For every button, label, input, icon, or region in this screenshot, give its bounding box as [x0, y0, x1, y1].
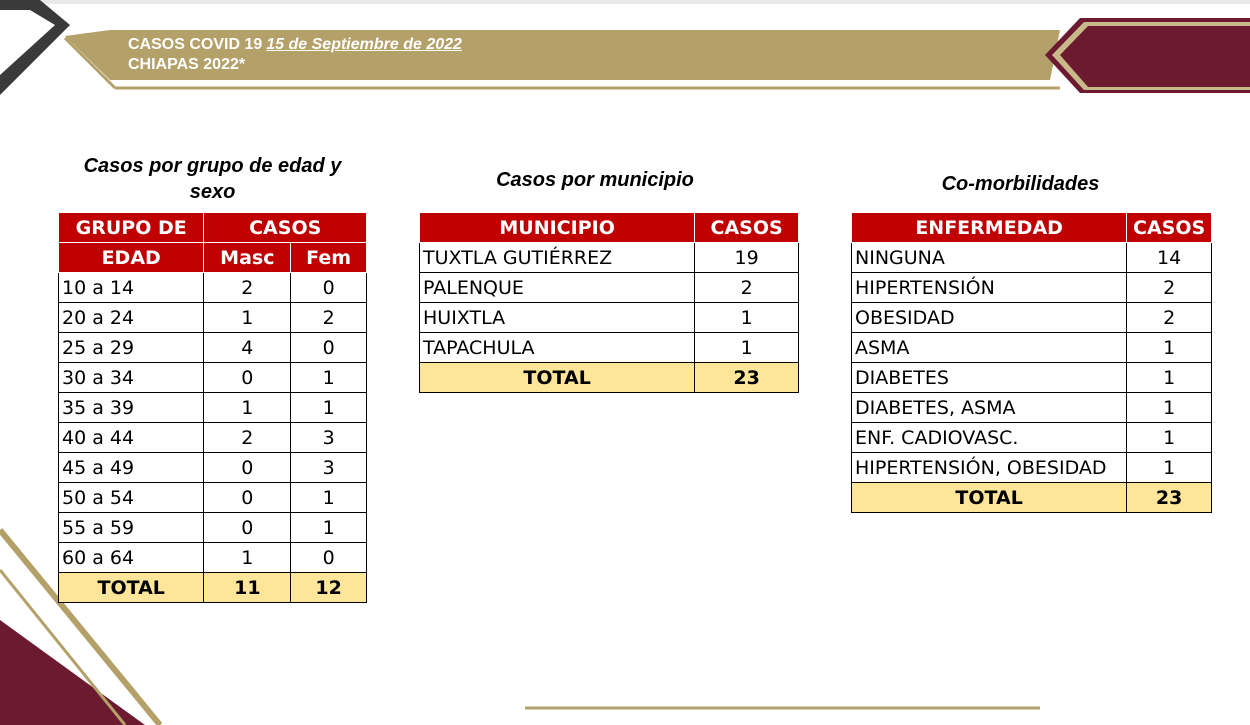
table-row [59, 333, 367, 363]
masc-count: 1 [204, 303, 291, 333]
table-row [420, 303, 799, 333]
municipio-name: HUIXTLA [420, 303, 695, 333]
total-fem: 12 [291, 573, 367, 603]
table-row [59, 303, 367, 333]
age-table-title: Casos por grupo de edad y sexo [83, 155, 342, 203]
comorb-table [851, 212, 1212, 513]
municipio-name: PALENQUE [420, 273, 695, 303]
masc-count: 1 [204, 393, 291, 423]
masc-count: 0 [204, 363, 291, 393]
total-cases: 23 [1127, 483, 1212, 513]
total-row [420, 363, 799, 393]
disease-cases: 2 [1127, 273, 1212, 303]
table-row [852, 453, 1212, 483]
table-row [59, 513, 367, 543]
table-row [852, 363, 1212, 393]
table-row [852, 393, 1212, 423]
disease-name: OBESIDAD [852, 303, 1127, 333]
table-row [852, 333, 1212, 363]
comorb-table-title: Co-morbilidades [941, 173, 1100, 195]
table-row [59, 273, 367, 303]
table-row [852, 423, 1212, 453]
total-label: TOTAL [420, 363, 695, 393]
table-row [59, 363, 367, 393]
total-row [59, 573, 367, 603]
col-enfermedad: ENFERMEDAD [852, 213, 1127, 243]
disease-name: DIABETES [852, 363, 1127, 393]
disease-cases: 1 [1127, 393, 1212, 423]
fem-count: 1 [291, 393, 367, 423]
table-row [59, 543, 367, 573]
disease-cases: 1 [1127, 453, 1212, 483]
disease-cases: 2 [1127, 303, 1212, 333]
table-row [852, 273, 1212, 303]
header-line1: CASOS COVID 19 [128, 36, 263, 53]
table-row [420, 243, 799, 273]
disease-name: HIPERTENSIÓN, OBESIDAD [852, 453, 1127, 483]
table-row [59, 423, 367, 453]
fem-count: 1 [291, 363, 367, 393]
col-casos: CASOS [695, 213, 799, 243]
age-group: 50 a 54 [59, 483, 204, 513]
masc-count: 1 [204, 543, 291, 573]
disease-name: ENF. CADIOVASC. [852, 423, 1127, 453]
municipio-name: TUXTLA GUTIÉRREZ [420, 243, 695, 273]
col-group-1: GRUPO DE [59, 213, 204, 243]
total-masc: 11 [204, 573, 291, 603]
disease-cases: 1 [1127, 423, 1212, 453]
total-label: TOTAL [59, 573, 204, 603]
header-line2: CHIAPAS 2022* [128, 56, 246, 73]
age-group: 45 a 49 [59, 453, 204, 483]
disease-cases: 1 [1127, 333, 1212, 363]
municipio-table [419, 212, 799, 393]
total-label: TOTAL [852, 483, 1127, 513]
disease-name: NINGUNA [852, 243, 1127, 273]
header-title [128, 35, 462, 75]
table-row [59, 453, 367, 483]
municipio-cases: 1 [695, 333, 799, 363]
disease-cases: 1 [1127, 363, 1212, 393]
age-group: 55 a 59 [59, 513, 204, 543]
age-table [58, 212, 367, 603]
masc-count: 4 [204, 333, 291, 363]
age-group: 25 a 29 [59, 333, 204, 363]
col-masc: Masc [204, 243, 291, 273]
age-group: 35 a 39 [59, 393, 204, 423]
age-group: 30 a 34 [59, 363, 204, 393]
municipio-cases: 2 [695, 273, 799, 303]
masc-count: 2 [204, 273, 291, 303]
total-cases: 23 [695, 363, 799, 393]
col-group-2: EDAD [59, 243, 204, 273]
fem-count: 2 [291, 303, 367, 333]
col-casos: CASOS [1127, 213, 1212, 243]
fem-count: 0 [291, 333, 367, 363]
masc-count: 0 [204, 513, 291, 543]
age-group: 60 a 64 [59, 543, 204, 573]
fem-count: 0 [291, 543, 367, 573]
fem-count: 0 [291, 273, 367, 303]
municipio-cases: 1 [695, 303, 799, 333]
age-group: 20 a 24 [59, 303, 204, 333]
header-date: 15 de Septiembre de 2022 [266, 36, 462, 53]
table-row [852, 303, 1212, 333]
col-cases: CASOS [204, 213, 367, 243]
col-fem: Fem [291, 243, 367, 273]
masc-count: 0 [204, 453, 291, 483]
table-row [420, 273, 799, 303]
table-row [852, 243, 1212, 273]
masc-count: 0 [204, 483, 291, 513]
fem-count: 3 [291, 423, 367, 453]
fem-count: 3 [291, 453, 367, 483]
municipio-name: TAPACHULA [420, 333, 695, 363]
age-group: 10 a 14 [59, 273, 204, 303]
total-row [852, 483, 1212, 513]
municipio-table-title: Casos por municipio [496, 169, 694, 191]
col-municipio: MUNICIPIO [420, 213, 695, 243]
table-row [420, 333, 799, 363]
table-row [59, 483, 367, 513]
age-group: 40 a 44 [59, 423, 204, 453]
table-row [59, 393, 367, 423]
fem-count: 1 [291, 513, 367, 543]
disease-name: DIABETES, ASMA [852, 393, 1127, 423]
disease-name: HIPERTENSIÓN [852, 273, 1127, 303]
masc-count: 2 [204, 423, 291, 453]
fem-count: 1 [291, 483, 367, 513]
disease-cases: 14 [1127, 243, 1212, 273]
disease-name: ASMA [852, 333, 1127, 363]
municipio-cases: 19 [695, 243, 799, 273]
